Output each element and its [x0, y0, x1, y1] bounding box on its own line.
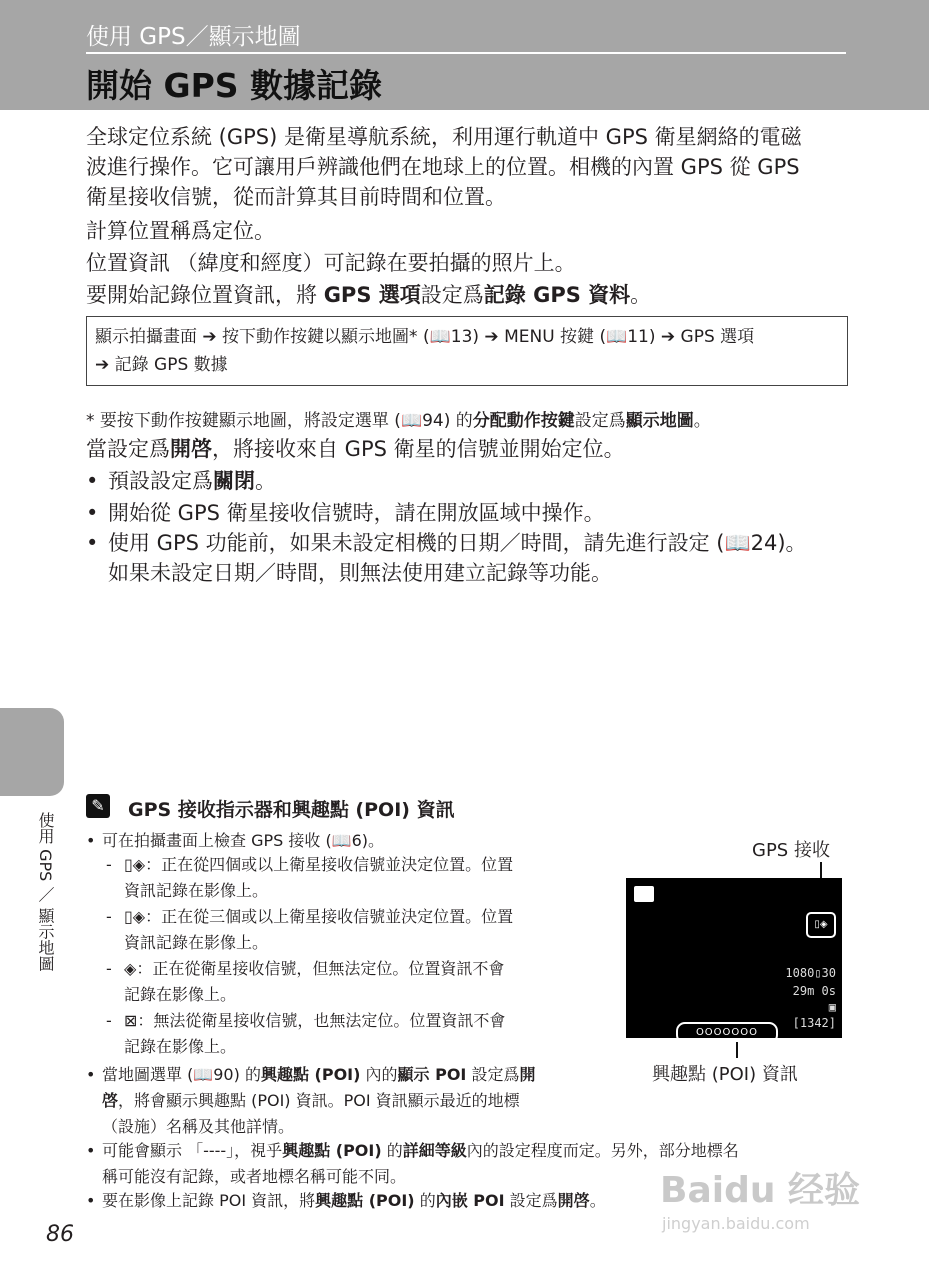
movie-size-indicator: 1080▯30 — [785, 966, 836, 980]
location-info-text: 位置資訊 （緯度和經度）可記錄在要拍攝的照片上。 — [86, 251, 576, 275]
note-detail: • 可能會顯示 「----」，視乎興趣點 (POI) 的詳細等級內的設定程度而定。另外，部分地標名 稱可能沒有記錄，或者地標名稱可能不同。 — [86, 1141, 739, 1186]
poi-info-display: OOOOOOO — [676, 1022, 778, 1044]
header-band — [0, 0, 929, 110]
gps-signal-icon: ▯◈ — [124, 855, 146, 874]
gps-item-four: - ▯◈：正在從四個或以上衛星接收信號並決定位置。位置 資訊記錄在影像上。 — [106, 855, 514, 900]
header-rule — [86, 52, 846, 54]
intro-line: 全球定位系統 (GPS) 是衛星導航系統，利用運行軌道中 GPS 衛星網絡的電磁 — [86, 125, 802, 149]
gps-no-signal-icon: ⊠ — [124, 1011, 138, 1030]
gps-reception-label: GPS 接收 — [752, 840, 830, 861]
intro-line: 衛星接收信號，從而計算其目前時間和位置。 — [86, 185, 506, 209]
side-tab — [0, 708, 64, 796]
poi-info-label: 興趣點 (POI) 資訊 — [652, 1064, 798, 1085]
note-title: GPS 接收指示器和興趣點 (POI) 資訊 — [128, 799, 455, 821]
bullet-datetime: • 使用 GPS 功能前，如果未設定相機的日期／時間，請先進行設定 (📖24)。 如果未設定日期／時間，則無法使用建立記錄等功能。 — [86, 528, 856, 588]
page-number: 86 — [46, 1222, 74, 1247]
gps-item-receiving: - ◈：正在從衛星接收信號，但無法定位。位置資訊不會 記錄在影像上。 — [106, 959, 505, 1004]
bullet-dot: • — [86, 531, 99, 555]
start-record-text: 要開始記錄位置資訊，將 GPS 選項設定爲記錄 GPS 資料。 — [86, 283, 652, 307]
procedure-line: ➔ 記錄 GPS 數據 — [95, 355, 228, 375]
procedure-box — [86, 316, 848, 386]
when-on-text: 當設定爲開啓，將接收來自 GPS 衛星的信號並開始定位。 — [86, 437, 625, 461]
intro-line: 波進行操作。它可讓用戶辨識他們在地球上的位置。相機的內置 GPS 從 GPS — [86, 155, 800, 179]
section-title: 使用 GPS／顯示地圖 — [86, 24, 301, 50]
bullet-open-area: • 開始從 GPS 衛星接收信號時，請在開放區域中操作。 — [86, 498, 856, 528]
gps-reception-icon: ▯◈ — [806, 912, 836, 938]
note-embed: • 要在影像上記錄 POI 資訊，將興趣點 (POI) 的內嵌 POI 設定爲開啓。 — [86, 1191, 606, 1210]
gps-item-none: - ⊠：無法從衛星接收信號，也無法定位。位置資訊不會 記錄在影像上。 — [106, 1011, 506, 1056]
bullet-dot: • — [86, 501, 99, 525]
note-poi: • 當地圖選單 (📖90) 的興趣點 (POI) 內的顯示 POI 設定爲開 啓，將會顯示興趣點 (POI) 資訊。POI 資訊顯示最近的地標 （設施）名稱及其他詳情。 — [86, 1065, 536, 1136]
camera-mode-icon — [634, 886, 654, 902]
shots-remaining-indicator: [1342] — [792, 1016, 836, 1030]
watermark-logo: Baidu 经验 — [660, 1170, 861, 1211]
note-pencil-icon: ✎ — [86, 794, 110, 818]
image-size-icon: ▣ — [828, 1000, 836, 1014]
side-tab-label: 使用 GPS ／ 顯示地圖 — [36, 812, 55, 972]
footnote: * 要按下動作按鍵顯示地圖，將設定選單 (📖94) 的分配動作按鍵設定爲顯示地圖。 — [86, 411, 711, 431]
gps-item-three: - ▯◈：正在從三個或以上衛星接收信號並決定位置。位置 資訊記錄在影像上。 — [106, 907, 514, 952]
gps-signal-icon: ▯◈ — [124, 907, 146, 926]
bullet-dot: • — [86, 469, 99, 493]
camera-screen — [626, 878, 842, 1038]
positioning-text: 計算位置稱爲定位。 — [86, 219, 275, 243]
watermark-url: jingyan.baidu.com — [662, 1214, 810, 1233]
intro-paragraph — [86, 122, 856, 212]
poi-label-pointer — [736, 1042, 738, 1058]
movie-time-indicator: 29m 0s — [792, 984, 836, 998]
note-check: • 可在拍攝畫面上檢查 GPS 接收 (📖6)。 — [86, 831, 385, 850]
gps-receiving-icon: ◈ — [124, 959, 137, 978]
procedure-line: 顯示拍攝畫面 ➔ 按下動作按鍵以顯示地圖* (📖13) ➔ MENU 按鍵 (📖11) ➔ GPS 選項 — [95, 327, 755, 347]
page-title: 開始 GPS 數據記錄 — [86, 66, 383, 105]
bullet-default: • 預設設定爲關閉。 — [86, 466, 856, 496]
